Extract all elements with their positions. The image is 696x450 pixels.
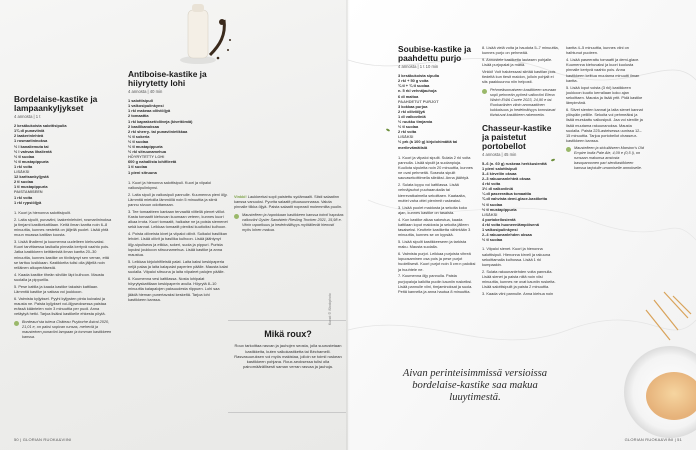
ingredient: 2 basilikanoksaa (128, 123, 159, 129)
ingredient: 3–4 kirveliin oksaa (482, 171, 517, 176)
step: 4. Poista oliiveista kivet ja viipaloi oliivit. Suikaloi basilikan lehdet. Lisää oliivit ja basilika kulhoon. Lisää jäähtynyt öljy-sipuliseos ja etikka, sokeri, suola ja pippuri. Purista lopuksi joukkoon sitruunamehua. Lisää kastike ja anna maustua. (128, 231, 228, 258)
ingredient: ½ tl mustapippuria (14, 158, 49, 164)
ingredient: 2 kesäkukoista salottisipulia (14, 123, 67, 129)
ingredient: 6 dl maitoa (398, 93, 419, 99)
gutter-shadow (346, 0, 350, 450)
step: 5. Lisää sipulit kastikkeeseen ja tarkista maku. Mausta suolalla. (398, 239, 467, 250)
ingredient: n. 5 rkl vehnäjauhoja (398, 88, 437, 94)
ingredient: 1 pieni sitruuna (128, 169, 157, 175)
wine-glass-icon (482, 89, 487, 94)
ingredient: ½ tl mustapippuria (128, 144, 163, 150)
ingredient: 2–3 rakuunanlehteä oksaa (482, 176, 531, 182)
step: 2. Laita sipulit, punaviini, laakerinlehdet, rosmariininoksa ja timjami kastikekattilaan. Keitä ilman kantta noin 6–8 minuuttia, kunnes nestettä on jäljellä puolet. Lisää yhtä muun muassa kattilan koosta. (14, 216, 112, 238)
ingredient: 2 rkl voita (398, 129, 417, 135)
recipe-antiboise (128, 70, 228, 304)
step: 5. Pese kattila ja kaada kastike takaisin kattilaan. Lämmitä kastike ja vatkaa voi joukkoon. (14, 283, 99, 294)
step: 5. Leikkaa kirjolohifileistä palat. Laita kaksi keskipaperia neljä palaa ja laita kalapalat paperien päälle. Mausta kalat suolalla. Viipaloi sitruuna ja laita viipaleet palojen päälle. (128, 258, 228, 275)
photo-credit: Kuvat: © iStockphoto (328, 293, 332, 325)
ingredient-heading: HÖYRYTETTY LOHI (128, 154, 165, 160)
ingredient: ½ tl suolaa (398, 124, 419, 130)
mika-roux-title: Mikä roux? (264, 329, 312, 339)
recipe-title: Bordelaise-kastike ja lampaankyljykset (14, 94, 98, 113)
step: Vinkki! Voit halutessasi siirtää kastilan pois tiedeltä kun tiesit maidon, jolloin pohjalt ei siis paakkuunnu niin helposti. (482, 69, 556, 85)
step: 5. Lisää loput voista (3 rkl) kastikkeen joukkoon kuutio kerrallaan koko ajan sekoittaen. Mausta ja lisää yrtit. Pidä kastike lämpimänä. (566, 84, 643, 106)
ingredient-list (482, 161, 560, 243)
pepper-mill-photo (170, 0, 240, 65)
recipe-bordelaise (14, 95, 114, 340)
recipe-steps (398, 155, 476, 295)
ingredient: 5–6 (n. 60 g) ruskeaa herkkusienttä (482, 160, 547, 166)
ingredient: 1 rkl kaprakset/oliiveja (kivettömiä) (128, 118, 193, 124)
wine-tip-text: Bordeaux'sta tuleva Château Puyborhe Astral 2020, 21,01 e, on paksi sopivan runsas, meheviä ja mausteinen punaviini lampaan ja tomman kastikkeen kanssa. (22, 319, 112, 339)
mika-roux-text: Roux tarkoittaa rasvan ja jauhojen seosta, jolla suurustetaan kastikkeita, kuten valkokastiketta tai Béchamelli. Rasvasuuruksen voi myös makistaa, jolloin se toimii ruskean kastikkeen pohjana. Roux-seoksessa tulisi olla painomäärällisesti saman verran rasvaa ja jauhoja. (234, 343, 342, 370)
ingredient-heading: PAISTAMISEEN (14, 189, 43, 195)
step: 2. Laita sipuli ja valkosipuli pannulle. Kuumenna pieni öljy. Lämmitä mietoilla lämmöllä noin 5 minuuttia ja siirrä pannu sivuun odottamaan. (128, 191, 228, 208)
step: 2. Sulata rakuunanlehden voita pannulla. Lisää sienet ja paista niitä noin viisi minuuttia, kunnes ne ovat kauniin ruskeita. Lisää salottisipulit ja paista 2 minuuttia. (482, 268, 556, 290)
ingredient: ½ tl suolaa (482, 201, 503, 207)
vinkki-text: Laukkeekai sopii paistettu sydämaalti. Siisti salaatinn kanssa vanuuksi. Pyorita salaatit pituusuunnassa. Valuta pinnalle tilkka öljyä. Paista salaatit nopeasti molemmilta puolin. (234, 194, 343, 210)
ingredient: 2 rkl sherry- tai punaviinietikkaa (128, 128, 188, 134)
step: 4. Kun kastike alkaa sakeutua, kaada kattilaan loput maidosta ja sekoita jälleen tasaiseksi. Keuttele kastiketta vähintään 3 minuuttia, kunnes se on kypsää. (398, 216, 471, 238)
ingredient: 1 rkl makeaa oliiviöljyä (128, 108, 171, 114)
ingredient: 1 rkl voita (14, 163, 33, 169)
step: 1. Viipaloi sienet. Kuori ja hienonna salottisipuli. Hienonna kirveli ja rakuuna sekoittamalla kulhossa. Lisää 1 rkl kumpaakin. (482, 246, 551, 267)
ingredient: ½ rkl sitruunamehua (128, 149, 167, 155)
ingredient: 1 rkl voita (14, 194, 33, 200)
step: 8. Lisää vielä voita ja haudota 5–7 minuuttia, kunnes purjo on pehmeää. (482, 45, 559, 56)
recipe-chasseur-cont (566, 45, 644, 171)
step: 6. Kuumenna vesi kattilassa. Nosta lohipalat höyrytyskattilaan keskipaperin avulla. Höyrytä 8–10 minuuttia kalapalojen paksuudesta riippuen. Lohi saa jäädä hieman punertavaksi keskeltä. Tarjoa lohi kastikkeen kanssa. (128, 276, 220, 302)
ingredient: ¼ dl paseerattua tomaattia (482, 191, 532, 197)
step: 4. Kaada kastike tiheän siivilän läpi kulhoon. Mausta suolalla ja pippurilla. (14, 271, 104, 282)
ingredient: 4 rkl voita (482, 181, 501, 187)
step: 6. Valmista purjot. Leikkaa purjoista vihreä lopuosaminen osa pois ja pese purjot huolellisesti. Kuori purjot noin 5 cm:n paloiksi ja huuhtele ne. (398, 251, 476, 272)
ingredient: ½ l kanaliemuta tai (14, 143, 49, 149)
step: 3. Lisää lihaliemi ja kuumenna uudelleen kiehuvaksi. Kuori tarvittaessa lasikalla pinnalla kertyvä vaahto pois. Jatka kastikkeen keittämistä ilman kantta 20–30 minuuttia, kunnes kastike on tiiviistynyt sen verran, että se tarttuu lusikkaan. Kastikkeita tulisi olla jäljellä noin reiläinen alkuperäisestä. (14, 238, 110, 270)
ingredient-heading: PAAHDETUT PURJOT (398, 98, 439, 104)
ingredient: 1 rkl rypsiöljyä (14, 199, 42, 205)
ingredient: 2–4 rakuunanlehden oksaa (482, 232, 532, 238)
step: 6. Siivet sienten kannat ja laita sienet kannat ylöspäin pellille. Sekoita voi pehmeäksi ja lisää murskattu valkosipuli. Jaa voi sienille ja lisää muutama rakuunanoksa. Mausta suolalla. Paista 225-asteisessa uunissa 12–15 minuuttia. Tarjoa portobellot chasseur-kastikkeen kanssa. (566, 107, 643, 144)
wine-tip (482, 88, 560, 118)
recipe-servings: 4 annosta | 1 t (14, 114, 41, 119)
vinkki-label: Vinkki! (234, 194, 247, 199)
page-folio-right: GLORIAN RUOKA&VIINI | 51 (624, 437, 682, 442)
wine-tip-text: Pehmeäsomaiseen kastikkeen seuraan sopii pehmeän pyöreä valkoviini Elena Walch EWA Cuvée 2023, 24,90 e tai. Ruokaviinien viinin aromaattinen kukkaisuus ja hedelmäisyys korostavat tiivistuvat kastikkeen rakennetta. (490, 87, 557, 117)
ingredient-list (14, 123, 114, 205)
step: 2. Sulata loppu voi kattilassa. Lisää vehnäjauhot puuhaarukalla tai kierrevatkaimella sekoittaen. Kaataaita, muttei vaha ottei pienirmit ruskeaksi. (398, 182, 466, 203)
recipe-chasseur (482, 124, 560, 297)
vinkki-box (234, 194, 344, 233)
ingredient: ½ tl sokeria (128, 133, 150, 139)
step: 3. Lisää puolet maidosta ja sekoita koko ajan, kunnes kastike on tasaista. (398, 204, 467, 215)
ingredient: 2 rkl + 50 g voita (398, 78, 429, 84)
recipe-servings: 4 annosta | 40 min (128, 89, 163, 94)
recipe-steps (128, 180, 228, 302)
recipe-servings: 4 annosta | 1 t 10 min (398, 64, 439, 69)
step: 4. Lisää paseerattu tomaatti ja demi-glace. Kuumenna kiehuvaksi ja kuori kuolusta pinnalle kertyvä vaahto pois. Anna kastikkeen keittua muutama minuutti ilman kantta. (566, 57, 640, 83)
recipe-title: Soubise-kastike ja paahdettu purjo (398, 44, 472, 63)
recipe-soubise (398, 45, 476, 296)
ingredient: 1 valkosipulinkynsi (128, 103, 164, 109)
recipe-steps (482, 246, 560, 296)
ingredient: 1 tl mustapippuria (14, 184, 48, 190)
ingredient: ¾ dl vahvista demi-glace-kastiketta (482, 196, 548, 202)
wine-tip (14, 320, 114, 340)
ingredient-list (398, 73, 476, 149)
ingredient: 4 rkl voita huoneenlämpöisenä (482, 221, 539, 227)
ingredient: ½ tl suolaa (128, 138, 149, 144)
ingredient: ½ ruukku timjamia (398, 119, 433, 125)
step: 6. Valmista kyljykset. Pyyhi kyljysten pinta kuivaksi ja mausta ne. Paista kyljykset voi-öljyseoksessa paistaa erässä kääntelen noin 3 minuuttia per puoli. Anna vetäytyä hetki. Tarjoa lisäksi kastikelle ehkesta pöytä. (14, 295, 107, 317)
beer-tip-text: Maustelleen ja sirkuläiseen Marston's Old Empire India Pale Ale, 4,09 e (0,5 l), on runsaan makunsa ansiosta basopanoonen pari sienikastikkeen kanssa tarjotulle umamiselle annokselle. (574, 146, 644, 171)
ingredient: 2 rkl oliiviöljyä (398, 108, 425, 114)
step: 3. Tee tomaatteen kantaan tervaaltä viiltellä pienet viillot. Kasta tomaatit kiehuvan kuumaan veteen, kunnes kuori alkaa irrota. Kuori tomaatit, halkaise ne ja poista siemenet sekä kannat. Leikkaa tomaatit pieniksi kuutioiksi kulhoon. (128, 208, 228, 230)
ingredient: ¾ tl + ¾ tl suolaa (398, 83, 430, 89)
ingredient: ½ tl suolaa (14, 153, 35, 159)
recipe-soubise-cont (482, 45, 560, 298)
mika-roux-box (234, 329, 342, 370)
ingredient-list (128, 98, 228, 174)
wine-glass-icon (234, 214, 239, 219)
ingredient: 4 portobellosientä (482, 216, 516, 222)
step: 7. Kuumenna öljy pannulla. Paista purjopaloja kaikilta puolin kauniin ruskeiksi. Lisää pannulle viini, timjaminoksat ja suola. Peitä kannella ja anna hautua 8 minuuttia. (398, 273, 473, 295)
ingredient: 1½ dl valkoviiniä (482, 186, 513, 192)
ingredient: ½ l vahvaa lihalientä (14, 148, 52, 154)
step: 9. Annostele kastiketta lautasen pohjalle. Lisää purjopalat ja mätiä. (482, 57, 553, 68)
ingredient: 1 tl suolaa (128, 164, 148, 170)
recipe-title: Antiboise-kastike ja hiiyrytetty lohi (128, 69, 207, 88)
step: 1. Kuori ja hienonna salottisipuli. Kuori ja viipaloi valkosipulinkynsi. (128, 179, 212, 190)
ingredient: 600 g nahallista lohifileetä (128, 159, 177, 165)
step: kantta 4–5 minuuttia, kunnes viini on haihtunut puoleen. (566, 45, 629, 56)
page-folio-left: 50 | GLORIAN RUOKA&VIINI (14, 437, 72, 442)
ingredient-heading: LISÄKSI (398, 134, 414, 140)
beer-glass-icon (566, 147, 571, 152)
ingredient: 12 karitsankyljystä (14, 174, 49, 180)
wine-tip (234, 213, 344, 233)
divider (228, 412, 346, 413)
ingredient: 1 pieni salottisipuli (482, 165, 518, 171)
ingredient: 1 rosmariininoksa (14, 138, 48, 144)
recipe-steps (14, 210, 114, 317)
step: 1. Kuori ja hienonna salottisipulit. (14, 209, 71, 215)
ingredient: 2 tl suolaa (14, 179, 34, 185)
ingredient-heading: LISÄKSI (14, 169, 30, 175)
ingredient: 1 dl valkoviiniä (398, 113, 426, 119)
ingredient: ½ prk (à 100 g) kirjolohimätiä tai merilevämätisiä (398, 139, 458, 150)
ingredient: 3 kesäkukoista sipulia (398, 73, 440, 79)
step: 3. Kaada viini pannulle. Anna kiehua noin (482, 291, 554, 297)
step: 1. Kuori ja viipaloi sipulit. Sulata 2 rkl voita pannulla. Lisää sipulit ja suolanpiuja. Kuullota sipuleita noin 20 minuuttia, kunnes ne ovat pehmeitä. Soseuta sipulit sauvasekoittimella sileäksi. Anna jäähtyä. (398, 154, 473, 181)
wine-glass-icon (14, 321, 19, 326)
ingredient: 1 valkosipulinkynsi (482, 227, 518, 233)
ingredient: 1 salottisipuli (128, 98, 153, 104)
ingredient: 2 laakerinlehteä (14, 133, 44, 139)
beer-tip (566, 146, 644, 171)
recipe-servings: 4 annosta | 45 min (482, 151, 517, 157)
ingredient-heading: LISÄKSI (482, 211, 498, 217)
ingredient: 1¾ dl punaviiniä (14, 128, 45, 134)
ingredient: ½ tl mustapippuria (482, 206, 517, 212)
ingredient: 2 tomaattia (128, 113, 149, 119)
ingredient: 3 kokkaa purjoa (398, 103, 428, 109)
recipe-title: Chasseur-kastike ja paistetut portobellot (482, 122, 552, 151)
ingredient: ½ tl suolaa (482, 237, 503, 243)
pull-quote: Aivan perinteisimmissä versioissa bordelaise-kastike saa makua luuytimestä. (402, 368, 548, 403)
wine-tip-text: Maustelleen ja hapokkaan kastikkeen kanssa toimii hapokas valkoviini Gysler Sandstein Riesling Trocken 2021, 15,98 e. Viinin raparikuus ja hedelmällisyys myötäilevät hienosti myös lohen makua. (242, 212, 344, 232)
